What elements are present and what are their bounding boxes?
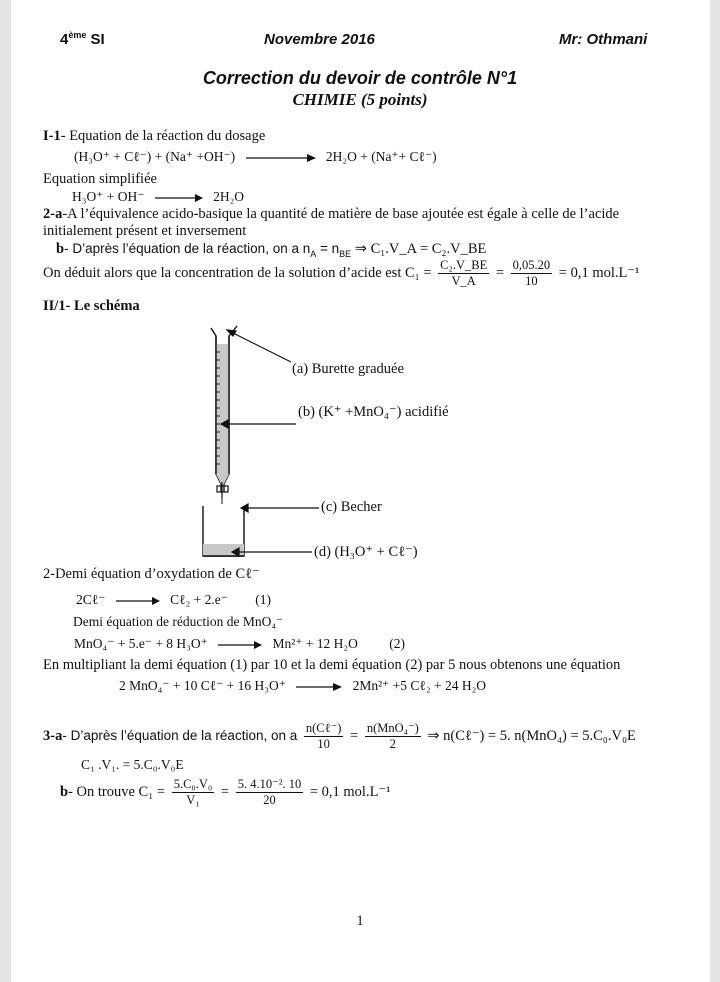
equation-full-right: 2H₂O + (Na⁺+ Cℓ⁻) [325,149,437,164]
equation-simple [72,189,244,205]
oxidation-tag: (1) [255,592,272,607]
class-level: 4 [60,31,69,48]
oxidation-left: 2Cℓ⁻ [76,592,106,607]
fraction-5c0v0-v1 [172,777,215,808]
question-3b-line: b- On trouve C₁ = $\frac{\text{5.C₀.V₀}}{\text{V₁}}$ = $\frac{\text{5. 4.10⁻². 10}}{20}$ = 0,1 mol.L⁻¹ [60,777,391,807]
global-equation [119,678,486,694]
question-3a-line2: C₁ .V₁. = 5.C₀.V₀E [81,757,184,772]
fraction-numerator: 0,05.20 [512,258,551,272]
reduction-equation [74,636,405,652]
question-3b-result: = 0,1 mol.L⁻¹ [309,783,391,800]
simplified-label: Equation simplifiée [43,171,157,187]
reaction-arrow-icon [154,193,204,203]
question-2a-label: 2-a [43,206,63,222]
question-2a-line2: initialement présent et inversement [43,223,247,239]
reduction-left: MnO₄⁻ + 5.e⁻ + 8 H₃O⁺ [74,636,208,651]
fraction-ncl-10 [304,721,344,752]
reaction-arrow-icon [245,153,317,163]
equation-simple-right: 2H₂O [213,189,245,204]
class-level-sup: ème [68,30,87,40]
header-teacher: Mr: Othmani [559,31,648,48]
header-date: Novembre 2016 [264,31,375,48]
reduction-label: Demi équation de réduction de MnO₄⁻ [73,614,284,629]
global-right: 2Mn²⁺ +5 Cℓ₂ + 24 H₂O [352,678,487,693]
fraction-numerator: n(MnO₄⁻) [366,721,419,735]
question-2a-line1 [43,206,619,223]
equation-full-left: (H₃O⁺ + Cℓ⁻) + (Na⁺ +OH⁻) [74,149,236,164]
fraction-numerator: n(Cℓ⁻) [305,721,342,735]
question-2-oxidation: 2-Demi équation d’oxydation de Cℓ⁻ [43,566,260,582]
conclusion-result: = 0,1 mol.L⁻¹ [558,264,640,281]
right-page-edge [710,0,720,982]
oxidation-equation [76,592,271,608]
label-burette: (a) Burette graduée [292,361,404,377]
burette-icon [211,326,237,504]
question-1-text: - Equation de la réaction du dosage [60,128,266,144]
multiply-text: En multipliant la demi équation (1) par 10 et la demi équation (2) par 5 nous obtenons une équation [43,657,621,673]
fraction-denominator: 20 [263,793,276,807]
question-3b-label: b [60,783,69,800]
equation-simple-left: H₃O⁺ + OH⁻ [72,189,145,204]
fraction-denominator: 10 [525,274,538,288]
reduction-tag: (2) [389,636,406,651]
page-subtitle: CHIMIE (5 points) [292,90,428,109]
label-permanganate: (b) (K⁺ +MnO₄⁻) acidifié [298,404,449,420]
reaction-arrow-icon [295,682,343,692]
question-3a-relation: ⇒ n(Cℓ⁻) = 5. n(MnO₄) = 5.C₀.V₀E [427,727,636,744]
reduction-right: Mn²⁺ + 12 H₂O [272,636,358,651]
label-acid-solution: (d) (H₃O⁺ + Cℓ⁻) [314,544,418,560]
fraction-denominator: 2 [389,737,396,751]
question-2b-line: b- D’après l’équation de la réaction, on a $n_A = n_{BE}$ ⇒ C₁.V_A = C₂.V_BE [56,241,487,259]
fraction-c2vbe-va [438,258,489,289]
reaction-arrow-icon [217,640,263,650]
header-class [60,31,105,48]
question-1-line [43,128,265,145]
conclusion-line: On déduit alors que la concentration de la solution d’acide est C₁ = $\frac{\text{C₂.V\_BE}}{V\_A}$ = $\frac{0,05.20}{10}$ = 0,1 mol.L⁻¹ [43,258,640,288]
page-number: 1 [356,913,364,929]
fraction-numerator: C₂.V_BE [440,258,488,272]
titration-schema-diagram [195,322,325,562]
reaction-arrow-icon [115,596,161,606]
question-3a-line: 3-a- D’après l’équation de la réaction, on a $\frac{\text{n(Cℓ⁻)}}{10}$ = $\frac{\text{n(MnO₄⁻)}}{2}$ ⇒ n(Cℓ⁻) = 5. n(MnO₄) = 5.C₀.V₀E [43,721,636,751]
question-2b-relation: ⇒ C₁.V_A = C₂.V_BE [354,241,487,257]
fraction-nmno4-2 [365,721,421,752]
fraction-denominator: V₁ [186,793,200,807]
fraction-denominator: V_A [451,274,476,288]
part-2-heading: II/1- Le schéma [43,298,140,314]
conclusion-text: On déduit alors que la concentration de la solution d’acide est C₁ = [43,264,432,281]
question-3b-text: - On trouve C₁ = [68,783,166,800]
equation-full [74,149,437,165]
question-2a-text: -A l’équivalence acido-basique la quantité de matière de base ajoutée est égale à celle de l’acide [62,206,620,222]
left-page-edge [0,0,11,982]
fraction-denominator: 10 [317,737,330,751]
fraction-numeric-3b [236,777,303,808]
oxidation-right: Cℓ₂ + 2.e⁻ [170,592,228,607]
question-3a-label: 3-a [43,727,63,744]
page-title: Correction du devoir de contrôle N°1 [202,68,518,88]
global-left: 2 MnO₄⁻ + 10 Cℓ⁻ + 16 H₃O⁺ [119,678,286,693]
class-suffix: SI [90,31,105,48]
label-becher: (c) Becher [321,499,382,515]
fraction-numerator: 5. 4.10⁻². 10 [237,777,302,791]
fraction-numeric [511,258,553,289]
question-2b-label: b [56,241,65,257]
question-2b-text: - D’après l’équation de la réaction, on a n [64,241,311,256]
question-3a-text: - D’après l’équation de la réaction, on a [62,727,298,743]
fraction-numerator: 5.C₀.V₀ [173,777,213,791]
question-1-label: I-1 [43,128,61,144]
